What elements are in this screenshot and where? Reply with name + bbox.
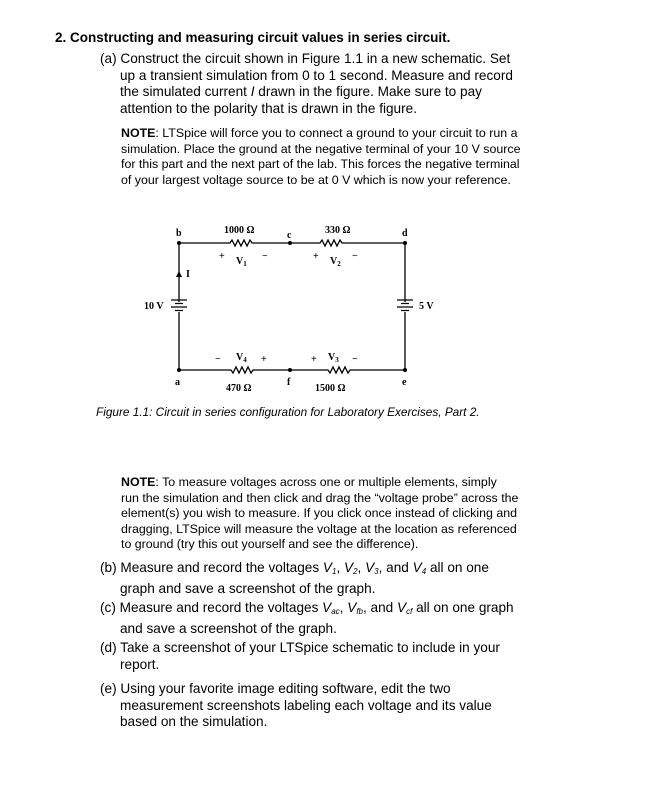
v2-plus: + [313,251,319,262]
part-b [100,560,489,597]
v2-minus: − [352,251,358,262]
v3-plus: + [311,354,317,365]
junction-dots [176,241,407,372]
v1-minus: − [262,251,268,262]
v4-minus: − [215,354,221,365]
text-line: of your largest voltage source to be at 0 V which is now your reference. [121,172,511,187]
circuit-wires [171,240,413,373]
text-line: (b) Measure and record the voltages $V_1$, $V_2$, $V_3$, and $V_4$ all on one [100,560,489,576]
text-line: measurement screenshots labeling each voltage and its value [120,697,492,713]
r3-value: 1500 Ω [315,383,346,394]
v3-label: $V_3$ [328,352,339,364]
v1-label: $V_1$ [236,256,247,268]
vcf-symbol: $V_{cf}$ [397,600,413,616]
text-line: simulation. Place the ground at the negative terminal of your 10 V source [121,141,521,156]
node-d: d [402,228,408,239]
text-line: to ground (try this out yourself and see the difference). [121,537,419,552]
note-label: NOTE [121,126,156,140]
section-heading: 2. Constructing and measuring circuit values in series circuit. [55,30,451,45]
vac-symbol: $V_{ac}$ [322,600,340,616]
text-line: dragging, LTSpice will measure the voltage at the location as referenced [121,521,517,536]
text-line: graph and save a screenshot of the graph. [120,580,376,596]
text-line: (a) Construct the circuit shown in Figure 1.1 in a new schematic. Set [100,51,511,66]
current-symbol: I [250,84,255,100]
node-a: a [175,377,180,388]
current-arrow-icon [176,271,182,277]
v4-plus: + [261,354,267,365]
text-line: run the simulation and then click and drag the “voltage probe” across the [121,490,519,505]
text-line: for this part and the next part of the lab. This forces the negative terminal [121,157,520,172]
node-c: c [287,230,292,241]
text-line [121,475,518,491]
v2-label: $V_2$ [330,256,341,268]
note-label: NOTE [121,475,156,489]
part-d [100,640,500,673]
text-line: and save a screenshot of the graph. [120,620,337,636]
node-f: f [287,377,291,388]
text-line: element(s) you wish to measure. If you click once instead of clicking and [121,506,517,521]
text-line: (d) Take a screenshot of your LTSpice schematic to include in your [100,640,500,655]
note-2 [121,475,518,553]
figure-caption: Figure 1.1: Circuit in series configuration for Laboratory Exercises, Part 2. [96,405,480,419]
text-line: up a transient simulation from 0 to 1 second. Measure and record [120,67,513,83]
v4-symbol: $V_4$ [412,560,427,576]
text-segment: : To measure voltages across one or multiple elements, simply [155,475,497,489]
v1-plus: + [219,251,225,262]
vfb-symbol: $V_{fb}$ [347,600,363,616]
current-label: I [186,269,190,280]
r4-value: 470 Ω [226,383,252,394]
text-line: attention to the polarity that is drawn in the figure. [120,100,417,116]
node-e: e [402,377,407,388]
v2-symbol: $V_2$ [344,560,358,576]
source-10v-label: 10 V [144,301,164,312]
text-segment: (c) Measure and record the voltages [100,600,323,615]
v3-minus: − [352,354,358,365]
text-line: (e) Using your favorite image editing software, edit the two [100,681,451,696]
text-segment: (b) Measure and record the voltages [100,560,323,575]
source-5v-label: 5 V [419,301,434,312]
text-segment: : LTSpice will force you to connect a ground to your circuit to run a [155,126,518,140]
v1-symbol: $V_1$ [322,560,337,576]
text-line: (c) Measure and record the voltages $V_{ac}$, $V_{fb}$, and $V_{cf}$ all on one graph [100,600,514,616]
v3-symbol: $V_3$ [365,560,379,576]
node-b: b [176,228,182,239]
text-segment: drawn in the figure. Make sure to pay [254,84,482,100]
part-e [100,681,492,731]
text-line: based on the simulation. [120,714,268,730]
r1-value: 1000 Ω [224,225,255,236]
r2-value: 330 Ω [325,225,351,236]
text-segment: the simulated current [120,84,251,100]
v4-label: $V_4$ [236,352,247,364]
text-line: report. [120,656,160,672]
part-c [100,600,514,637]
